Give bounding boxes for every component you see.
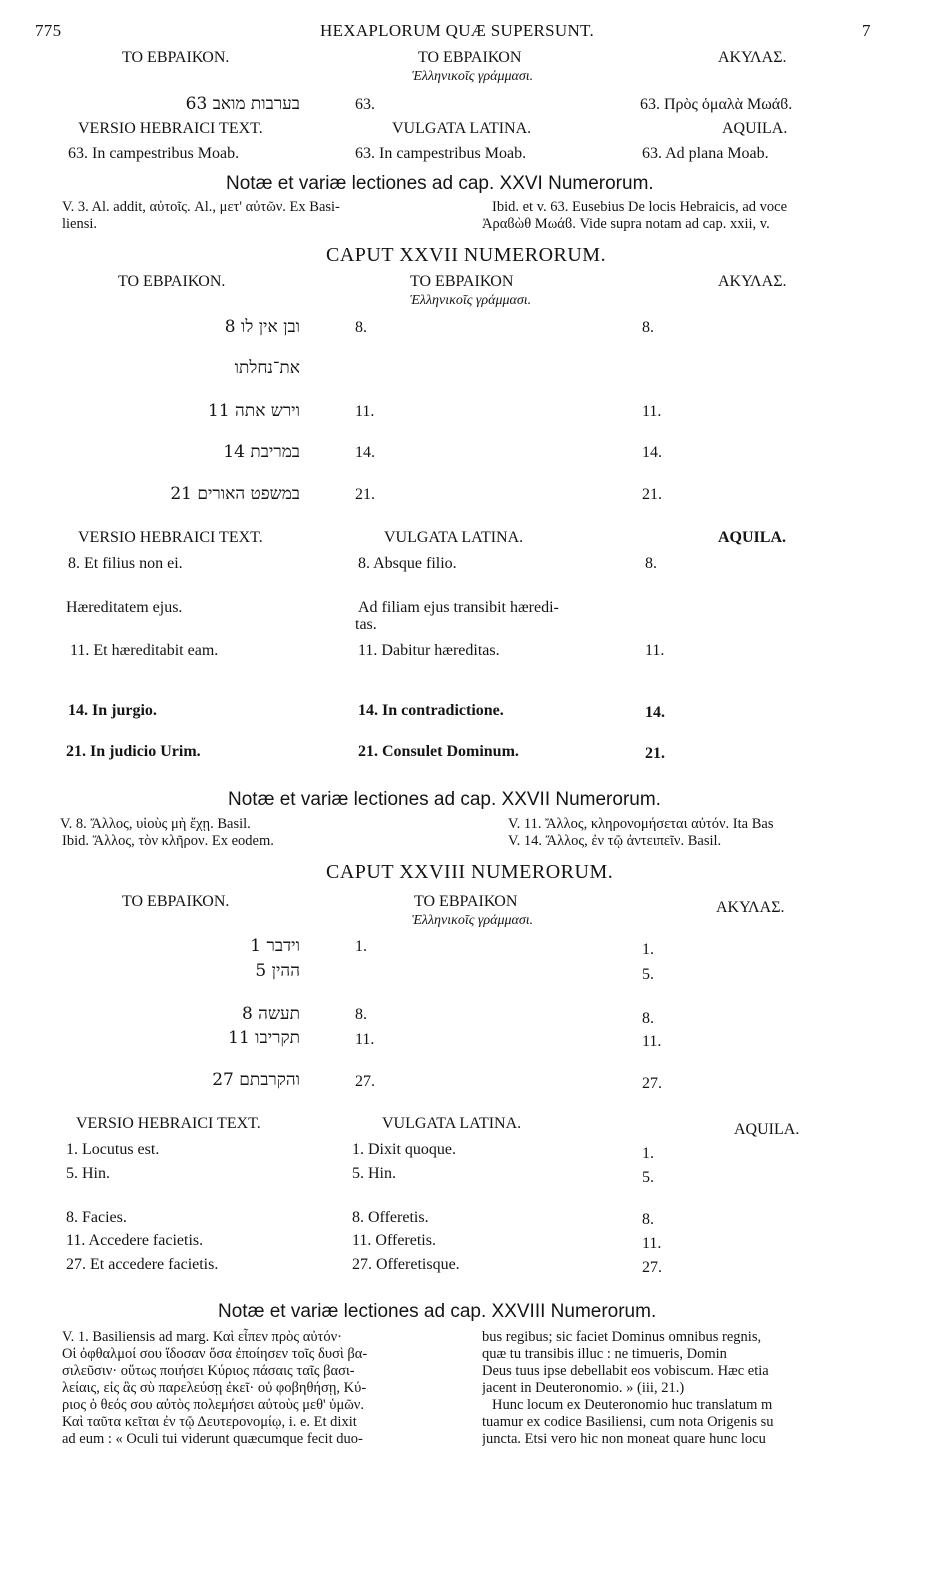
greek-letters-cell: 14. xyxy=(355,444,375,461)
greek-letters-subheader: Ἑλληνικοῖς γράμμασι. xyxy=(412,69,534,84)
latin-header-aquila: AQUILA. xyxy=(718,529,787,546)
aquila-latin-cell: 14. xyxy=(645,704,665,721)
greek-letters-cell: 11. xyxy=(355,403,375,420)
versio-cell: 27. Et accedere facietis. xyxy=(66,1256,219,1273)
vulgata-cell: 63. In campestribus Moab. xyxy=(355,145,527,162)
hebrew-cell: וירש אתה 11 xyxy=(208,401,300,421)
aquila-latin-cell: 1. xyxy=(642,1145,654,1162)
latin-header-aquila: AQUILA. xyxy=(734,1121,800,1138)
aquila-cell: 21. xyxy=(642,486,662,503)
note28-right-line: jacent in Deuteronomio. » (iii, 21.) xyxy=(482,1381,685,1396)
chapter-title-28: CAPUT XXVIII NUMERORUM. xyxy=(326,861,614,883)
col-header-hebrew: ΤΟ ΕΒΡΑΙΚΟΝ. xyxy=(122,49,230,66)
vulgata-cell: 14. In contradictione. xyxy=(358,702,504,719)
note26-right-2: Ἀραϐὼθ Μωάϐ. Vide supra notam ad cap. xxii, v. xyxy=(482,217,770,232)
page-number: 775 xyxy=(35,21,62,40)
aquila-cell: 14. xyxy=(642,444,662,461)
running-title: HEXAPLORUM QUÆ SUPERSUNT. xyxy=(320,21,595,40)
aquila-cell: 27. xyxy=(642,1075,662,1092)
greek-letters-cell: 1. xyxy=(355,938,367,955)
vulgata-cell: 5. Hin. xyxy=(352,1165,396,1182)
vulgata-cell: Ad filiam ejus transibit hæredi- xyxy=(358,599,559,616)
versio-cell: 11. Et hæreditabit eam. xyxy=(70,642,219,659)
aquila-cell: 1. xyxy=(642,941,654,958)
col-header-aquila: ΑΚΥΛΑΣ. xyxy=(716,899,785,916)
note27-right-1: V. 11. Ἄλλος, κληρονομήσεται αὐτόν. Ita Bas xyxy=(508,817,774,832)
aquila-latin-cell: 8. xyxy=(645,555,657,572)
greek-letters-cell: 63. xyxy=(355,96,375,113)
note27-right-2: V. 14. Ἄλλος, ἐν τῷ ἀντειπεῖν. Basil. xyxy=(508,834,722,849)
latin-header-versio: VERSIO HEBRAICI TEXT. xyxy=(78,529,263,546)
note28-right-line: Hunc locum ex Deuteronomio huc translatum m xyxy=(492,1398,773,1413)
col-header-hebrew-greek: ΤΟ ΕΒΡΑΙΚΟΝ xyxy=(418,49,522,66)
notes-title-28: Notæ et variæ lectiones ad cap. XXVIII Numerorum. xyxy=(218,1301,657,1322)
notes-title-27: Notæ et variæ lectiones ad cap. XXVII Numerorum. xyxy=(228,789,661,810)
note28-right-line: Deus tuus ipse debellabit eos vobiscum. Hæc etia xyxy=(482,1364,769,1379)
versio-cell: 5. Hin. xyxy=(66,1165,110,1182)
note26-left-1: V. 3. Al. addit, αὐτοῖς. Al., μετ' αὐτῶν. Ex Basi- xyxy=(62,199,340,215)
chapter-title-27: CAPUT XXVII NUMERORUM. xyxy=(326,244,607,266)
note28-left-line: ad eum : « Oculi tui viderunt quæcumque fecit duo- xyxy=(62,1431,363,1447)
latin-header-vulgata: VULGATA LATINA. xyxy=(392,120,532,137)
latin-header-vulgata: VULGATA LATINA. xyxy=(384,529,524,546)
greek-letters-cell: 11. xyxy=(355,1031,375,1048)
greek-letters-cell: 27. xyxy=(355,1073,375,1090)
aquila-latin-cell: 11. xyxy=(645,642,665,659)
versio-cell: Hæreditatem ejus. xyxy=(66,599,183,616)
note27-left-2: Ibid. Ἄλλος, τὸν κλῆρον. Ex eodem. xyxy=(62,833,274,849)
greek-letters-cell: 8. xyxy=(355,1006,367,1023)
col-header-hebrew: ΤΟ ΕΒΡΑΙΚΟΝ. xyxy=(118,273,226,290)
hebrew-cell: תעשה 8 xyxy=(241,1004,300,1024)
notes-title-26: Notæ et variæ lectiones ad cap. XXVI Numerorum. xyxy=(226,173,654,194)
col-header-aquila: ΑΚΥΛΑΣ. xyxy=(718,273,787,290)
note28-right-line: quæ tu transibis illuc : ne timueris, Domin xyxy=(482,1347,727,1362)
hebrew-cell: ההין 5 xyxy=(255,961,300,981)
hebrew-cell: במריבת 14 xyxy=(223,442,300,462)
aquila-cell: 5. xyxy=(642,966,654,983)
note28-left-line: λείαις, εἰς ἃς σὺ παρελεύσῃ ἐκεῖ· οὐ φοβηθήσῃ, Κύ- xyxy=(62,1380,367,1396)
right-mark: 7 xyxy=(862,21,871,40)
greek-letters-subheader: Ἑλληνικοῖς γράμμασι. xyxy=(412,913,534,928)
vulgata-cell: 8. Absque filio. xyxy=(358,555,457,572)
hebrew-cell: תקריבו 11 xyxy=(228,1028,300,1048)
versio-cell: 8. Et filius non ei. xyxy=(68,555,183,572)
hebrew-cell: וידבר 1 xyxy=(250,936,300,956)
aquila-latin-cell: 27. xyxy=(642,1259,662,1276)
aquila-latin-cell: 21. xyxy=(645,745,665,762)
vulgata-cell: 21. Consulet Dominum. xyxy=(358,743,519,760)
hebrew-cell: והקרבתם 27 xyxy=(212,1070,300,1090)
aquila-cell: 11. xyxy=(642,403,662,420)
hebrew-cell: ובן אין לו 8 xyxy=(224,317,300,337)
note28-left-line: Καὶ ταῦτα κεῖται ἐν τῷ Δευτερονομίῳ, i. e. Et dixit xyxy=(62,1414,357,1430)
note28-left-line: σιλεῦσιν· οὕτως ποιήσει Κύριος πάσαις ταῖς βασι- xyxy=(62,1363,355,1379)
versio-cell: 14. In jurgio. xyxy=(68,702,157,719)
aquila-latin-cell: 63. Ad plana Moab. xyxy=(642,145,769,162)
vulgata-cell: 11. Offeretis. xyxy=(352,1232,436,1249)
latin-header-versio: VERSIO HEBRAICI TEXT. xyxy=(76,1115,261,1132)
note28-right-line: bus regibus; sic faciet Dominus omnibus regnis, xyxy=(482,1330,762,1345)
col-header-hebrew-greek: ΤΟ ΕΒΡΑΙΚΟΝ xyxy=(414,893,518,910)
vulgata-cell-continued: tas. xyxy=(355,616,377,633)
latin-header-vulgata: VULGATA LATINA. xyxy=(382,1115,522,1132)
versio-cell: 11. Accedere facietis. xyxy=(66,1232,204,1249)
aquila-latin-cell: 8. xyxy=(642,1211,654,1228)
col-header-hebrew: ΤΟ ΕΒΡΑΙΚΟΝ. xyxy=(122,893,230,910)
versio-cell: 1. Locutus est. xyxy=(66,1141,160,1158)
latin-header-versio: VERSIO HEBRAICI TEXT. xyxy=(78,120,263,137)
aquila-cell: 8. xyxy=(642,1010,654,1027)
versio-cell: 63. In campestribus Moab. xyxy=(68,145,240,162)
note26-left-2: liensi. xyxy=(62,216,98,232)
note28-left-line: ριος ὁ θεός σου αὐτὸς πολεμήσει αὐτοὺς μεθ' ὑμῶν. xyxy=(62,1397,364,1413)
aquila-latin-cell: 11. xyxy=(642,1235,662,1252)
vulgata-cell: 27. Offeretisque. xyxy=(352,1256,460,1273)
greek-letters-cell: 8. xyxy=(355,319,367,336)
hebrew-cell: בערבות מואב 63 xyxy=(185,94,300,114)
greek-letters-subheader: Ἑλληνικοῖς γράμμασι. xyxy=(410,293,532,308)
versio-cell: 21. In judicio Urim. xyxy=(66,743,201,760)
note27-left-1: V. 8. Ἄλλος, υἱοὺς μὴ ἔχῃ. Basil. xyxy=(60,816,251,832)
aquila-latin-cell: 5. xyxy=(642,1169,654,1186)
aquila-cell: 11. xyxy=(642,1033,662,1050)
hebrew-cell: במשפט האורים 21 xyxy=(170,484,300,504)
col-header-aquila: ΑΚΥΛΑΣ. xyxy=(718,49,787,66)
latin-header-aquila: AQUILA. xyxy=(722,120,788,137)
col-header-hebrew-greek: ΤΟ ΕΒΡΑΙΚΟΝ xyxy=(410,273,514,290)
note28-right-line: tuamur ex codice Basiliensi, cum nota Origenis su xyxy=(482,1415,774,1430)
note28-left-line: V. 1. Basiliensis ad marg. Καὶ εἶπεν πρὸς αὐτόν· xyxy=(62,1329,342,1345)
greek-letters-cell: 21. xyxy=(355,486,375,503)
note28-left-line: Οἱ ὀφθαλμοί σου ἴδοσαν ὅσα ἐποίησεν τοῖς δυσὶ βα- xyxy=(62,1346,368,1362)
aquila-cell: 63. Πρὸς ὁμαλὰ Μωάϐ. xyxy=(640,96,793,113)
hebrew-cell: את־נחלתו xyxy=(234,358,300,378)
aquila-cell: 8. xyxy=(642,319,654,336)
note28-right-line: juncta. Etsi vero hic non moneat quare hunc locu xyxy=(482,1432,766,1447)
vulgata-cell: 11. Dabitur hæreditas. xyxy=(358,642,500,659)
vulgata-cell: 8. Offeretis. xyxy=(352,1209,429,1226)
versio-cell: 8. Facies. xyxy=(66,1209,127,1226)
vulgata-cell: 1. Dixit quoque. xyxy=(352,1141,456,1158)
note26-right-1: Ibid. et v. 63. Eusebius De locis Hebraicis, ad voce xyxy=(492,200,788,215)
